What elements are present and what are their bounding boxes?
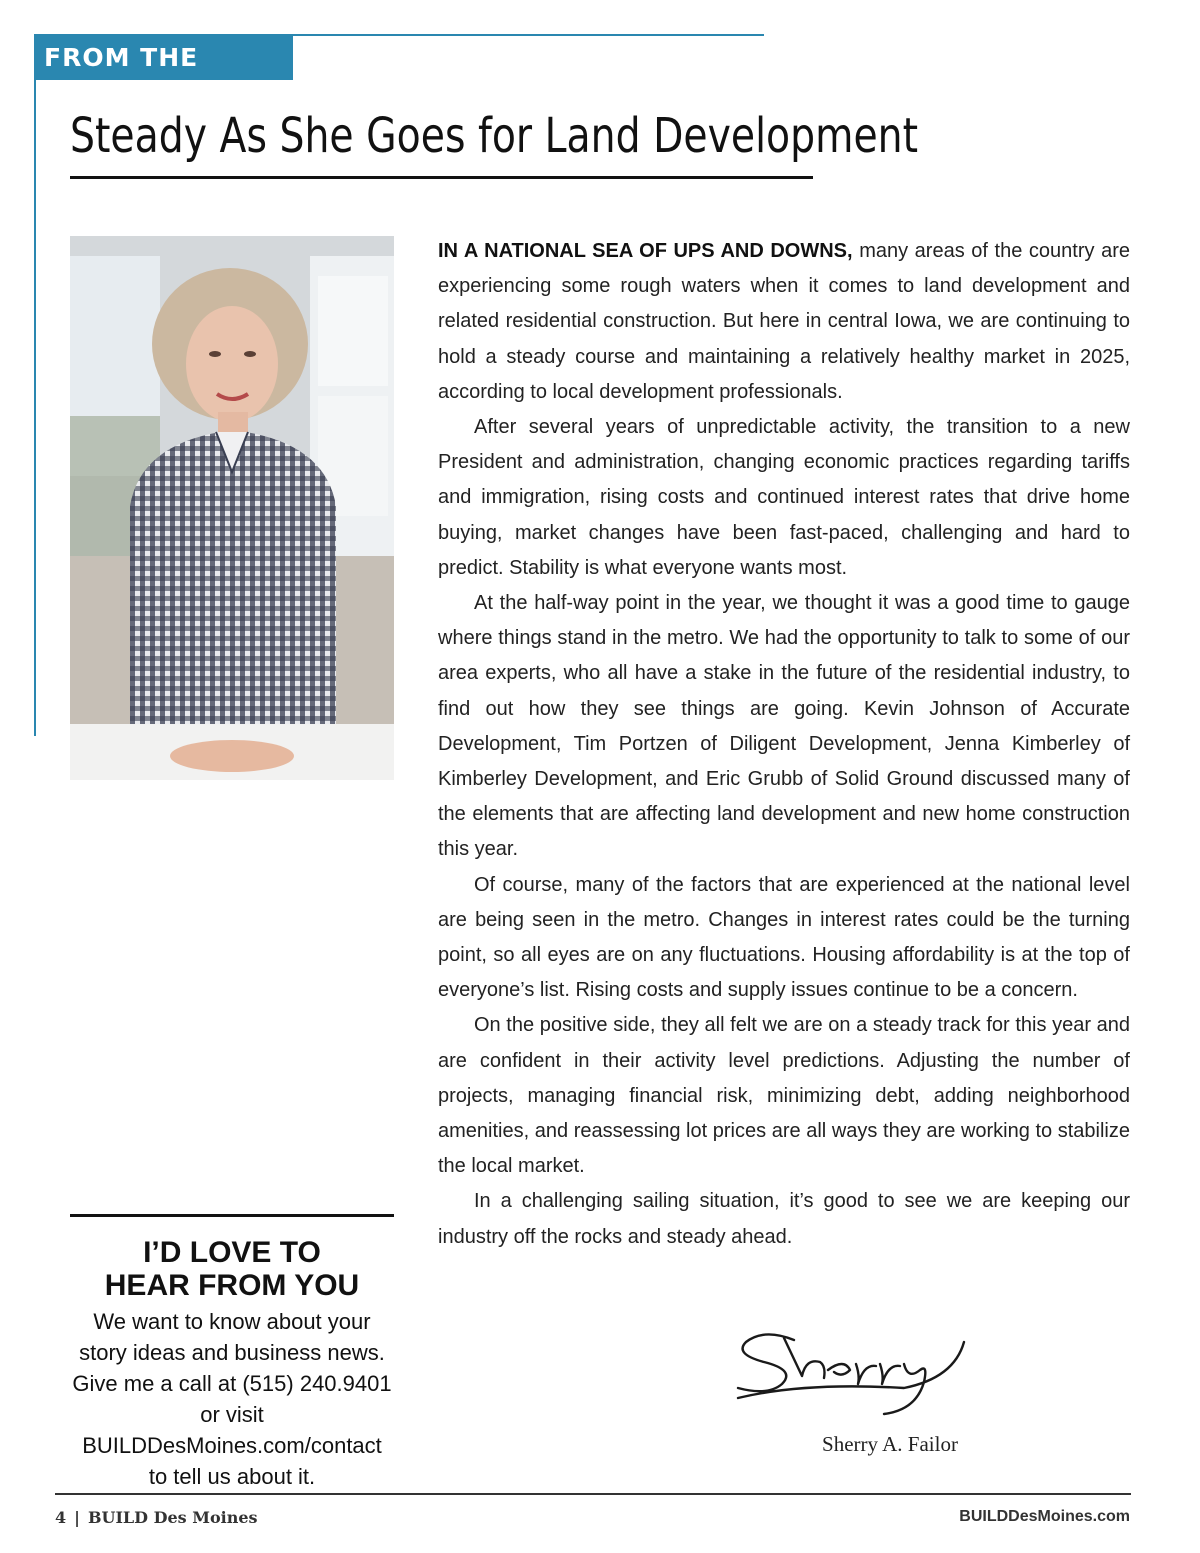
article-paragraph-2: After several years of unpredictable activity, the transition to a new President and administration, changing economic practices regarding tariffs and immigration, rising costs and continued interest rates that drive home buying, market changes have been fast-paced, challenging and hard to predict. Stability is what everyone wants most.: [438, 416, 1130, 579]
contact-box-heading: [70, 1236, 394, 1302]
contact-box-heading-line1: I’D LOVE TO: [143, 1236, 321, 1269]
article-body: [438, 234, 1130, 1255]
headline-underline: [70, 176, 813, 179]
footer-rule: [55, 1493, 1131, 1495]
footer-separator: |: [74, 1508, 80, 1527]
article-paragraph-1-text: many areas of the country are experiencing some rough waters when it comes to land development and related residential construction. But here in central Iowa, we are continuing to hold a steady course and maintaining a relatively healthy market in 2025, according to local development professionals.: [438, 240, 1131, 403]
article-paragraph-1: [438, 234, 1130, 410]
footer-website: BUILDDesMoines.com: [959, 1508, 1130, 1525]
signer-name: Sherry A. Failor: [822, 1432, 958, 1456]
article-paragraph-6: In a challenging sailing situation, it’s good to see we are keeping our industry off the rocks and steady ahead.: [438, 1190, 1130, 1248]
accent-line-left: [34, 34, 36, 736]
article-paragraph-4: Of course, many of the factors that are experienced at the national level are being seen in the metro. Changes in interest rates could be the turning point, so all eyes are on any fluctuations. Housing affordability is at the top of everyone’s list. Rising costs and supply issues continue to be a concern.: [438, 873, 1130, 1002]
contact-box-heading-line2: HEAR FROM YOU: [104, 1269, 360, 1302]
headline: Steady As She Goes for Land Development: [70, 108, 919, 164]
publication-name: BUILD Des Moines: [87, 1508, 258, 1527]
article-paragraph-3: At the half-way point in the year, we thought it was a good time to gauge where things stand in the metro. We had the opportunity to talk to some of our area experts, who all have a stake in the future of the residential industry, to find out how they see things are going. Kevin Johnson of Accurate Development, Tim Portzen of Diligent Development, Jenna Kimberley of Kimberley Development, and Eric Grubb of Solid Ground discussed many of the elements that are affecting land development and new home construction this year.: [438, 592, 1130, 861]
editor-signature: [724, 1318, 974, 1418]
article-paragraph-5: On the positive side, they all felt we are on a steady track for this year and are confident in their activity level predictions. Adjusting the number of projects, managing financial risk, minimizing debt, adding neighborhood amenities, and reassessing lot prices are all ways they are working to stabilize the local market.: [438, 1014, 1130, 1178]
section-label: FROM THE EDITOR: [36, 36, 293, 80]
contact-box-text: We want to know about your story ideas and business news. Give me a call at (515) 240.9401 or visit BUILDDesMoines.com/contact to tell us about it.: [72, 1309, 392, 1489]
page-number: 4: [55, 1508, 67, 1527]
footer-left: [55, 1508, 258, 1527]
article-lead-in: IN A NATIONAL SEA OF UPS AND DOWNS,: [438, 240, 853, 262]
editor-photo: [70, 236, 394, 780]
contact-box-rule: [70, 1214, 394, 1217]
